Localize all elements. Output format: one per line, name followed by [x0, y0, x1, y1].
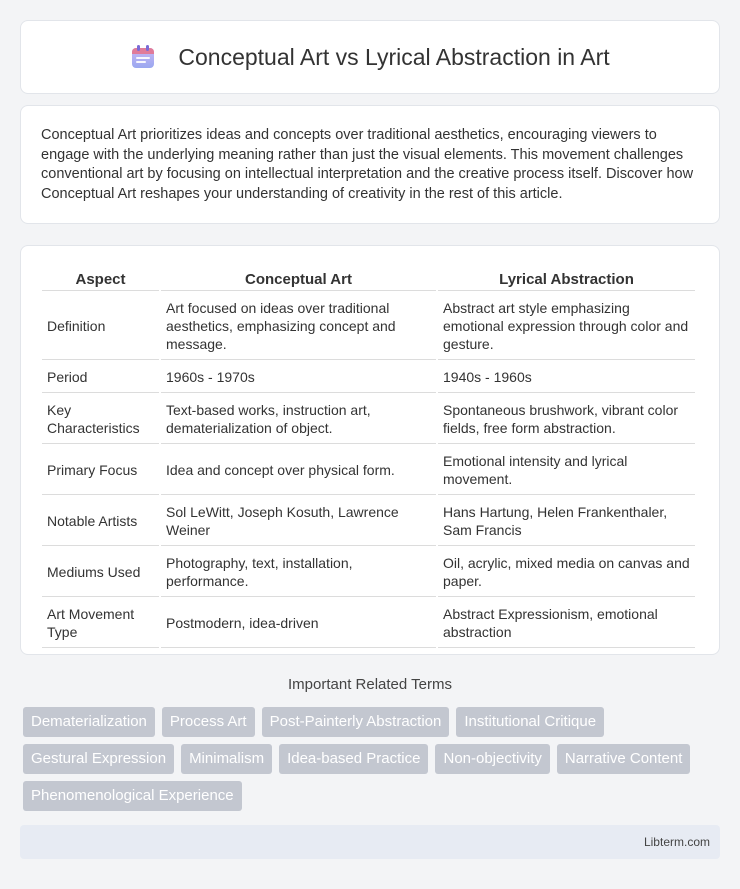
- term-tag[interactable]: Institutional Critique: [456, 707, 604, 737]
- header-conceptual-art: Conceptual Art: [161, 268, 436, 291]
- row-lyrical: Emotional intensity and lyrical movement.: [438, 446, 695, 495]
- row-lyrical: Oil, acrylic, mixed media on canvas and paper.: [438, 548, 695, 597]
- related-terms-list: [23, 707, 723, 818]
- table-header-row: [42, 268, 695, 291]
- related-terms-heading: Important Related Terms: [288, 676, 452, 693]
- header-card: [20, 20, 720, 94]
- row-conceptual: Text-based works, instruction art, dematerialization of object.: [161, 395, 436, 444]
- row-conceptual: Sol LeWitt, Joseph Kosuth, Lawrence Weiner: [161, 497, 436, 546]
- table-row: [42, 293, 695, 360]
- row-conceptual: Postmodern, idea-driven: [161, 599, 436, 648]
- row-aspect: Key Characteristics: [42, 395, 159, 444]
- term-tag[interactable]: Minimalism: [181, 744, 272, 774]
- footer-brand-link[interactable]: Libterm.com: [643, 835, 710, 849]
- header-aspect: Aspect: [42, 268, 159, 291]
- table-row: [42, 395, 695, 444]
- term-tag[interactable]: Post-Painterly Abstraction: [262, 707, 450, 737]
- comparison-table: [40, 266, 697, 650]
- term-tag[interactable]: Non-objectivity: [435, 744, 549, 774]
- row-lyrical: Spontaneous brushwork, vibrant color fields, free form abstraction.: [438, 395, 695, 444]
- header-lyrical-abstraction: Lyrical Abstraction: [438, 268, 695, 291]
- row-lyrical: Abstract art style emphasizing emotional expression through color and gesture.: [438, 293, 695, 360]
- intro-text: Conceptual Art prioritizes ideas and concepts over traditional aesthetics, encouraging viewers to engage with the underlying meaning rather than just the visual elements. This movement challenges conventional art by focusing on intellectual interpretation and the creative process itself. Discover how Conceptual Art reshapes your understanding of creativity in the rest of this article.: [41, 127, 694, 202]
- row-aspect: Period: [42, 362, 159, 393]
- row-conceptual: Idea and concept over physical form.: [161, 446, 436, 495]
- page-title: Conceptual Art vs Lyrical Abstraction in Art: [178, 43, 610, 70]
- row-conceptual: Art focused on ideas over traditional aesthetics, emphasizing concept and message.: [161, 293, 436, 360]
- intro-card: [20, 105, 720, 224]
- row-aspect: Notable Artists: [42, 497, 159, 546]
- row-aspect: Mediums Used: [42, 548, 159, 597]
- row-conceptual: Photography, text, installation, performance.: [161, 548, 436, 597]
- table-row: [42, 548, 695, 597]
- row-lyrical: 1940s - 1960s: [438, 362, 695, 393]
- table-row: [42, 497, 695, 546]
- term-tag[interactable]: Gestural Expression: [23, 744, 174, 774]
- table-row: [42, 362, 695, 393]
- term-tag[interactable]: Phenomenological Experience: [23, 781, 242, 811]
- row-lyrical: Hans Hartung, Helen Frankenthaler, Sam Francis: [438, 497, 695, 546]
- term-tag[interactable]: Dematerialization: [23, 707, 155, 737]
- row-lyrical: Abstract Expressionism, emotional abstraction: [438, 599, 695, 648]
- term-tag[interactable]: Process Art: [162, 707, 255, 737]
- term-tag[interactable]: Narrative Content: [557, 744, 691, 774]
- row-conceptual: 1960s - 1970s: [161, 362, 436, 393]
- footer: [20, 825, 720, 859]
- table-row: [42, 599, 695, 648]
- row-aspect: Primary Focus: [42, 446, 159, 495]
- comparison-card: [20, 245, 720, 655]
- term-tag[interactable]: Idea-based Practice: [279, 744, 428, 774]
- calendar-icon: [130, 44, 156, 70]
- row-aspect: Definition: [42, 293, 159, 360]
- table-row: [42, 446, 695, 495]
- header-inner: [130, 44, 609, 71]
- row-aspect: Art Movement Type: [42, 599, 159, 648]
